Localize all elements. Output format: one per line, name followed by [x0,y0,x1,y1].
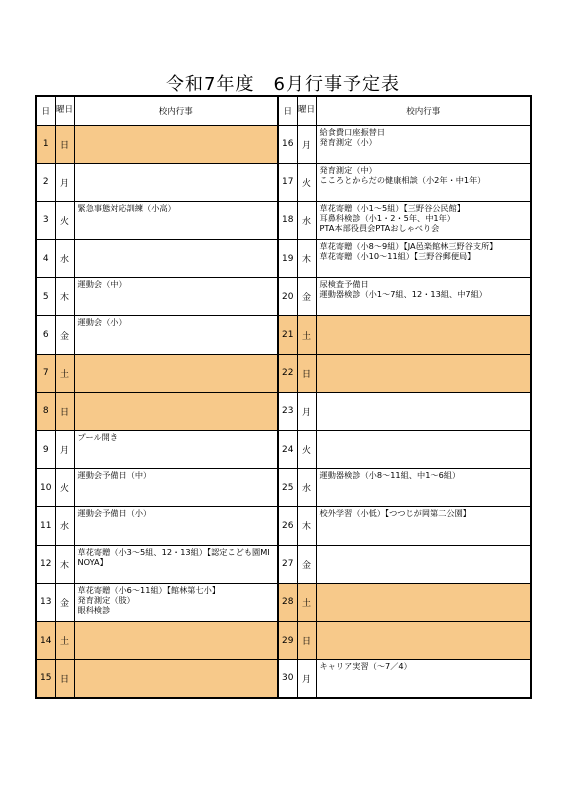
weekday-cell-left: 水 [55,240,74,278]
events-cell-right [316,163,531,201]
table-row [36,431,531,469]
table-row [36,545,531,583]
table-row [36,201,531,239]
events-cell-left [74,240,278,278]
day-cell-right: 22 [278,354,297,392]
weekday-cell-left: 日 [55,125,74,163]
day-cell-right: 28 [278,583,297,621]
day-cell-right: 27 [278,545,297,583]
events-cell-left [74,163,278,201]
events-cell-right [316,240,531,278]
weekday-cell-left: 月 [55,163,74,201]
event-item: 校外学習（小低）【つつじが岡第二公園】 [319,508,471,519]
day-cell-right: 17 [278,163,297,201]
day-cell-right: 19 [278,240,297,278]
day-cell-left: 7 [36,354,55,392]
table-row [36,621,531,659]
event-item: 給食費口座振替日 [319,126,386,137]
event-item: 尿検査予備日 [319,279,369,290]
day-cell-left: 15 [36,660,55,698]
schedule-table [35,95,532,699]
day-cell-right: 23 [278,392,297,430]
weekday-cell-left: 金 [55,583,74,621]
weekday-cell-right: 月 [297,660,316,698]
weekday-cell-right: 月 [297,392,316,430]
weekday-cell-right: 金 [297,545,316,583]
events-cell-left [74,201,278,239]
events-cell-right [316,507,531,545]
events-cell-left [74,125,278,163]
day-cell-left: 14 [36,621,55,659]
weekday-cell-left: 木 [55,278,74,316]
event-item: 耳鼻科検診（小1・2・5年、中1年） [319,212,455,223]
day-cell-left: 13 [36,583,55,621]
events-cell-left [74,545,278,583]
weekday-cell-right: 水 [297,469,316,507]
events-cell-right [316,545,531,583]
event-item: 草花寄贈（小10～11組）【三野谷郵便局】 [319,251,476,262]
weekday-cell-right: 火 [297,163,316,201]
weekday-cell-right: 日 [297,621,316,659]
events-cell-left [74,354,278,392]
day-cell-right: 20 [278,278,297,316]
day-cell-left: 2 [36,163,55,201]
weekday-cell-left: 火 [55,201,74,239]
weekday-cell-right: 火 [297,431,316,469]
page-title: 令和7年度 6月行事予定表 [166,74,400,95]
day-cell-right: 25 [278,469,297,507]
day-cell-left: 8 [36,392,55,430]
events-cell-right [316,316,531,354]
table-row [36,125,531,163]
day-cell-left: 12 [36,545,55,583]
weekday-cell-left: 日 [55,660,74,698]
header-weekday-left: 曜日 [55,96,74,125]
weekday-cell-left: 火 [55,469,74,507]
event-item: 運動会（中） [77,279,127,290]
weekday-cell-left: 金 [55,316,74,354]
table-row [36,469,531,507]
weekday-cell-right: 土 [297,583,316,621]
weekday-cell-right: 土 [297,316,316,354]
header-weekday-right: 曜日 [297,96,316,125]
events-cell-left [74,431,278,469]
day-cell-right: 29 [278,621,297,659]
events-cell-right [316,660,531,698]
weekday-cell-right: 月 [297,125,316,163]
day-cell-right: 30 [278,660,297,698]
events-cell-left [74,278,278,316]
weekday-cell-right: 金 [297,278,316,316]
weekday-cell-right: 水 [297,201,316,239]
header-day-left: 日 [36,96,55,125]
event-item: 眼科検診 [77,604,111,615]
weekday-cell-left: 日 [55,392,74,430]
events-cell-right [316,621,531,659]
events-cell-left [74,469,278,507]
day-cell-left: 6 [36,316,55,354]
day-cell-left: 1 [36,125,55,163]
day-cell-right: 24 [278,431,297,469]
events-cell-right [316,431,531,469]
weekday-cell-left: 土 [55,354,74,392]
events-cell-right [316,125,531,163]
day-cell-right: 21 [278,316,297,354]
events-cell-right [316,583,531,621]
header-events-right: 校内行事 [316,96,531,125]
table-header-row [36,96,531,125]
weekday-cell-left: 土 [55,621,74,659]
events-cell-left [74,316,278,354]
day-cell-left: 4 [36,240,55,278]
header-events-left: 校内行事 [74,96,278,125]
event-item: PTA本部役員会PTAおしゃべり会 [319,222,440,233]
event-item: 発育測定（中） [319,164,377,175]
day-cell-left: 11 [36,507,55,545]
event-item: 運動会予備日（中） [77,470,152,481]
weekday-cell-left: 月 [55,431,74,469]
events-cell-right [316,392,531,430]
event-item: 運動器検診（小8～11組、中1～6組） [319,470,461,481]
schedule-body [36,125,531,698]
event-item: 草花寄贈（小3～5組、12・13組）【認定こども園MINOYA】 [77,546,270,567]
event-item: 発育測定（肢） [77,594,135,605]
event-item: こころとからだの健康相談（小2年・中1年） [319,174,486,185]
event-item: 運動会（小） [77,317,127,328]
day-cell-right: 16 [278,125,297,163]
day-cell-right: 18 [278,201,297,239]
events-cell-left [74,621,278,659]
table-row [36,163,531,201]
events-cell-right [316,278,531,316]
day-cell-left: 3 [36,201,55,239]
table-row [36,392,531,430]
weekday-cell-right: 木 [297,507,316,545]
weekday-cell-left: 木 [55,545,74,583]
event-item: キャリア実習（～7／4） [319,661,412,672]
event-item: プール開き [77,432,119,442]
weekday-cell-left: 水 [55,507,74,545]
day-cell-right: 26 [278,507,297,545]
weekday-cell-right: 日 [297,354,316,392]
table-row [36,660,531,698]
events-cell-right [316,354,531,392]
table-row [36,316,531,354]
table-row [36,240,531,278]
event-item: 運動会予備日（小） [77,508,152,519]
event-item: 草花寄贈（小6～11組）【館林第七小】 [77,584,221,595]
events-cell-right [316,201,531,239]
events-cell-left [74,392,278,430]
weekday-cell-right: 木 [297,240,316,278]
day-cell-left: 10 [36,469,55,507]
events-cell-right [316,469,531,507]
event-item: 運動器検診（小1～7組、12・13組、中7組） [319,289,487,300]
event-item: 草花寄贈（小8～9組）【JA邑楽館林三野谷支所】 [319,241,498,252]
events-cell-left [74,583,278,621]
event-item: 発育測定（小） [319,136,377,147]
events-cell-left [74,660,278,698]
day-cell-left: 5 [36,278,55,316]
day-cell-left: 9 [36,431,55,469]
header-day-right: 日 [278,96,297,125]
table-row [36,583,531,621]
event-item: 草花寄贈（小1～5組）【三野谷公民館】 [319,202,466,213]
events-cell-left [74,507,278,545]
table-row [36,507,531,545]
table-row [36,278,531,316]
event-item: 緊急事態対応訓練（小高） [77,202,176,213]
table-row [36,354,531,392]
